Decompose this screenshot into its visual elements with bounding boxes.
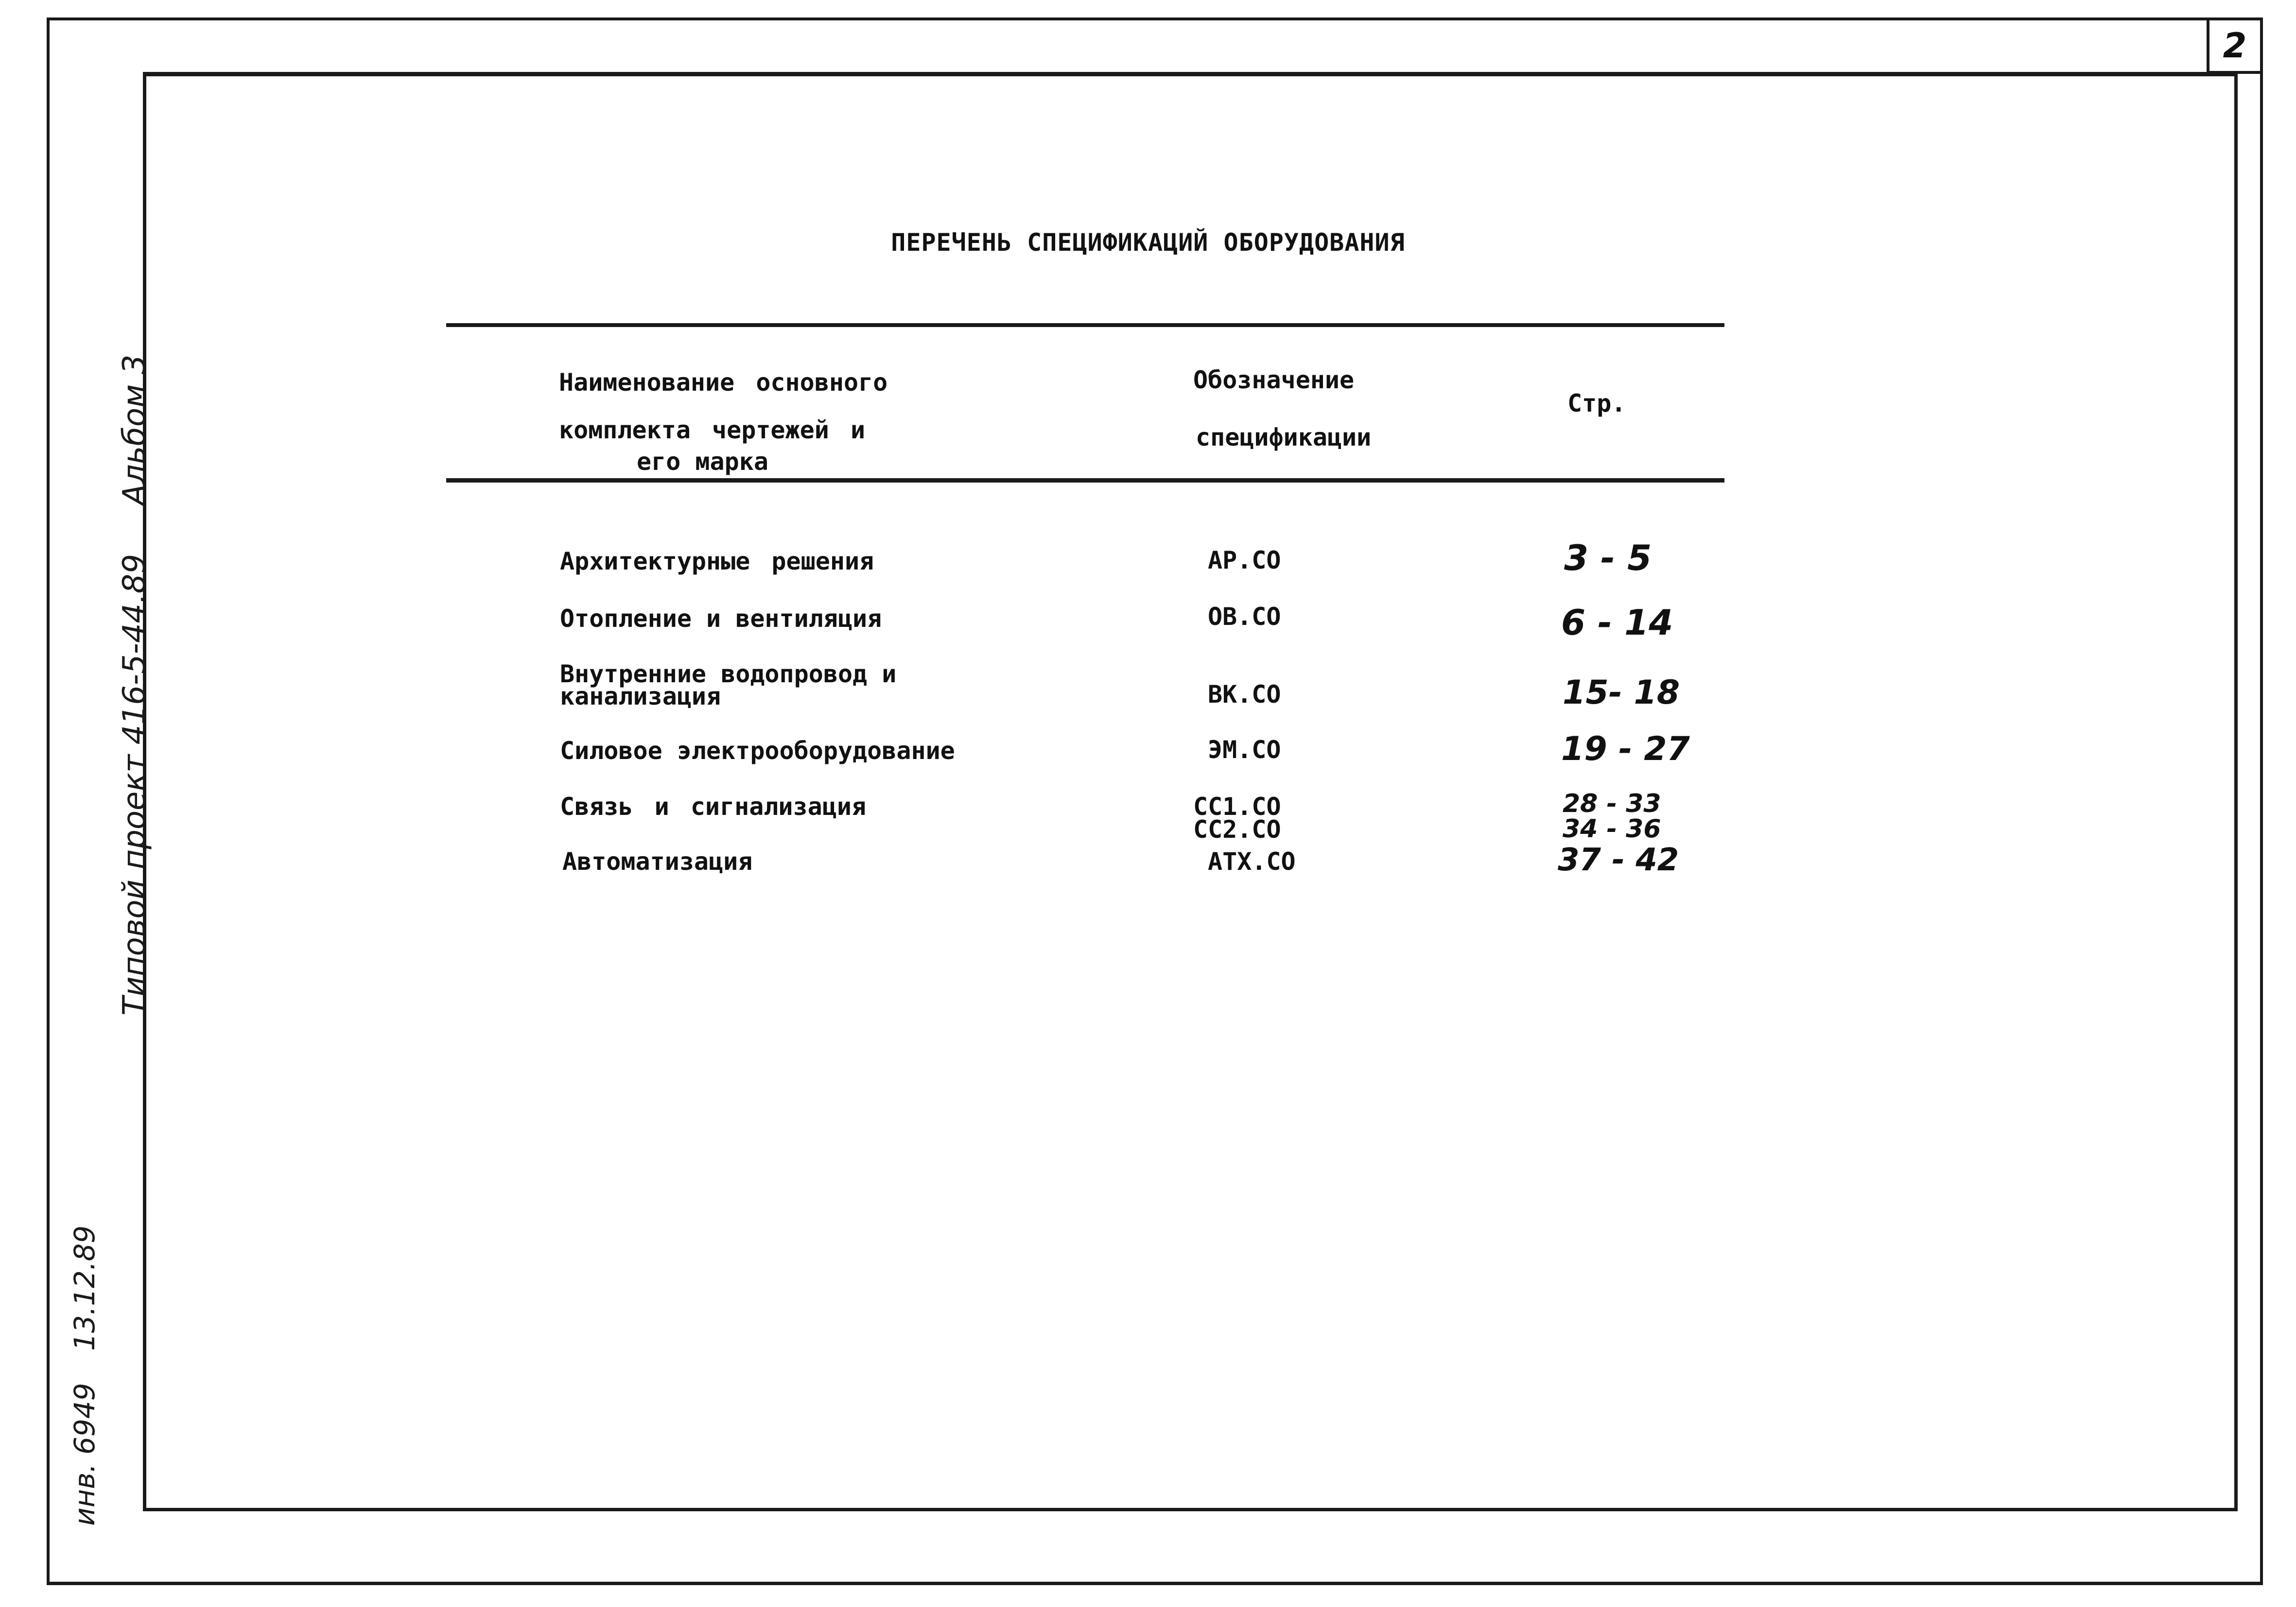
- page-number: 2: [2207, 20, 2260, 74]
- header-name-line1: Наименование основного: [559, 368, 888, 397]
- table-row-pages: 37 - 42: [1558, 842, 1679, 878]
- header-name-line2: комплекта чертежей и: [559, 416, 866, 444]
- table-row-pages: 15- 18: [1563, 674, 1680, 712]
- table-row-pages: 3 - 5: [1564, 537, 1652, 578]
- table-row-code: АР.СО: [1208, 546, 1281, 574]
- table-row-code: ВК.СО: [1208, 680, 1281, 708]
- header-code-line1: Обозначение: [1193, 366, 1355, 394]
- table-row-name: Архитектурные решения: [560, 547, 874, 575]
- table-row-pages: 6 - 14: [1561, 602, 1673, 643]
- album-note: Альбом 3: [117, 354, 153, 505]
- project-note: Типовой проект 416-5-44.89: [117, 553, 153, 1016]
- table-row-name-line2: канализация: [560, 682, 721, 710]
- header-code-line2: спецификации: [1196, 423, 1372, 451]
- table-row-name: Отопление и вентиляция: [560, 605, 882, 633]
- table-row-code: ОВ.СО: [1208, 603, 1281, 631]
- table-row-name: Связь и сигнализация: [560, 793, 867, 821]
- document-title: ПЕРЕЧЕНЬ СПЕЦИФИКАЦИЙ ОБОРУДОВАНИЯ: [891, 228, 1405, 257]
- table-row-pages-line2: 34 - 36: [1563, 814, 1661, 844]
- table-row-pages: 19 - 27: [1561, 730, 1690, 768]
- inner-frame: [143, 72, 2238, 1511]
- inventory-note: инв. 6949: [68, 1382, 101, 1526]
- table-row-pages-line1: 28 - 33: [1563, 789, 1661, 818]
- table-row-code: ЭМ.СО: [1208, 736, 1281, 764]
- table-row-name-line1: Внутренние водопровод и: [560, 660, 897, 688]
- table-row-name: Автоматизация: [562, 847, 753, 876]
- table-row-name: Силовое электрооборудование: [560, 737, 955, 765]
- table-row-code-line1: СС1.СО: [1193, 793, 1281, 821]
- table-top-rule: [446, 323, 1724, 327]
- header-pages: Стр.: [1567, 389, 1626, 417]
- header-name-line3: его марка: [637, 448, 768, 476]
- date-note: 13.12.89: [68, 1225, 101, 1351]
- table-row-code-line2: СС2.СО: [1193, 815, 1281, 844]
- table-row-code: АТХ.СО: [1208, 847, 1296, 876]
- table-header-rule: [446, 478, 1724, 483]
